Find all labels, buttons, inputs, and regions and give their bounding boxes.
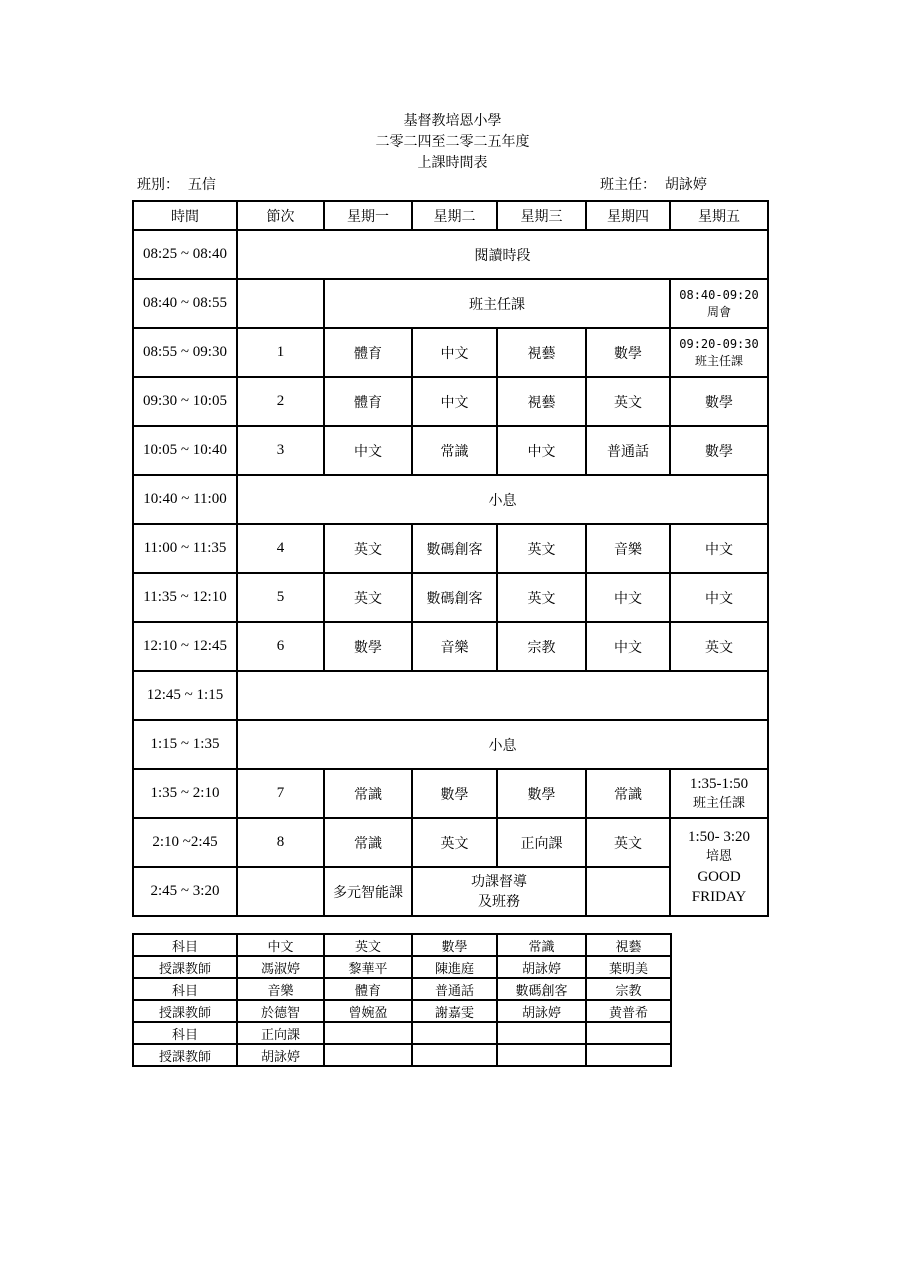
subject-cell: 中文 [670, 524, 768, 573]
table-row [133, 934, 671, 956]
subject-cell: 數學 [670, 377, 768, 426]
table-row [133, 978, 671, 1000]
subject-cell: 體育 [324, 377, 412, 426]
subject-cell: 體育 [324, 328, 412, 377]
row-label: 科目 [133, 1022, 237, 1044]
subject-cell: 英文 [497, 524, 586, 573]
table-row [133, 622, 768, 671]
table-cell: 宗教 [586, 978, 671, 1000]
table-cell: 音樂 [237, 978, 324, 1000]
table-row [133, 956, 671, 978]
school-year: 二零二四至二零二五年度 [375, 134, 530, 150]
subject-cell: 英文 [497, 573, 586, 622]
period-cell [237, 279, 324, 328]
time-cell: 10:40 ~ 11:00 [133, 475, 237, 524]
friday-activity: 班主任課 [692, 795, 745, 811]
class-teacher-period-cell: 班主任課 [324, 279, 670, 328]
friday-time: 1:35-1:50 [689, 775, 749, 792]
period-cell: 2 [237, 377, 324, 426]
subject-cell: 中文 [412, 328, 497, 377]
time-cell: 12:10 ~ 12:45 [133, 622, 237, 671]
time-cell: 2:10 ~2:45 [133, 818, 237, 867]
subject-cell: 中文 [670, 573, 768, 622]
table-row [133, 426, 768, 475]
row-label: 科目 [133, 934, 237, 956]
friday-activity: 周會 [706, 304, 731, 319]
time-cell: 11:00 ~ 11:35 [133, 524, 237, 573]
friday-time: 09:20-09:30 [679, 336, 759, 351]
timetable-header-row [133, 201, 768, 230]
subject-cell: 常識 [324, 769, 412, 818]
subject-cell: 常識 [412, 426, 497, 475]
homework-guidance-line2: 及班務 [478, 893, 520, 910]
friday-activity: 班主任課 [694, 353, 743, 368]
period-cell: 5 [237, 573, 324, 622]
school-name: 基督教培恩小學 [403, 113, 502, 129]
table-row [133, 524, 768, 573]
subject-cell: 中文 [497, 426, 586, 475]
table-cell [586, 1044, 671, 1066]
homework-guidance-cell [412, 867, 586, 916]
subject-cell: 常識 [586, 769, 670, 818]
time-cell: 08:40 ~ 08:55 [133, 279, 237, 328]
table-cell [412, 1022, 497, 1044]
table-cell: 胡詠婷 [497, 1000, 586, 1022]
subject-cell: 音樂 [586, 524, 670, 573]
period-cell [237, 867, 324, 916]
subject-cell: 多元智能課 [324, 867, 412, 916]
subject-cell: 數碼創客 [412, 573, 497, 622]
table-row [133, 671, 768, 720]
table-cell [412, 1044, 497, 1066]
subject-cell: 英文 [412, 818, 497, 867]
row-label: 科目 [133, 978, 237, 1000]
table-row [133, 279, 768, 328]
reading-session-cell: 閱讀時段 [237, 230, 768, 279]
friday-cell [670, 769, 768, 818]
subject-cell: 英文 [586, 818, 670, 867]
table-cell: 胡詠婷 [237, 1044, 324, 1066]
column-header: 節次 [237, 201, 324, 230]
class-teacher-value: 胡詠婷 [664, 177, 707, 193]
subject-cell: 數學 [670, 426, 768, 475]
table-cell: 馮淑婷 [237, 956, 324, 978]
class-info [137, 174, 216, 194]
table-cell: 陳進庭 [412, 956, 497, 978]
table-row [133, 230, 768, 279]
table-cell: 黎華平 [324, 956, 412, 978]
row-label: 授課教師 [133, 1044, 237, 1066]
row-label: 授課教師 [133, 956, 237, 978]
homework-guidance-line1: 功課督導 [471, 873, 527, 890]
column-header: 星期一 [324, 201, 412, 230]
table-cell: 數學 [412, 934, 497, 956]
table-row [133, 720, 768, 769]
time-cell: 09:30 ~ 10:05 [133, 377, 237, 426]
table-cell: 曾婉盈 [324, 1000, 412, 1022]
class-teacher-info [600, 174, 707, 194]
table-cell [586, 1022, 671, 1044]
period-cell: 7 [237, 769, 324, 818]
table-cell: 體育 [324, 978, 412, 1000]
table-cell: 葉明美 [586, 956, 671, 978]
table-row [133, 328, 768, 377]
table-cell [324, 1022, 412, 1044]
column-header: 星期二 [412, 201, 497, 230]
table-row [133, 475, 768, 524]
table-row [133, 818, 768, 867]
table-cell: 視藝 [586, 934, 671, 956]
subject-cell: 英文 [670, 622, 768, 671]
subject-cell: 視藝 [497, 328, 586, 377]
time-cell: 11:35 ~ 12:10 [133, 573, 237, 622]
friday-activity: 培恩 [705, 849, 732, 864]
class-label: 班別： [137, 177, 179, 193]
subject-cell: 數學 [412, 769, 497, 818]
table-row [133, 1022, 671, 1044]
time-cell: 10:05 ~ 10:40 [133, 426, 237, 475]
table-cell [497, 1044, 586, 1066]
column-header: 星期三 [497, 201, 586, 230]
table-cell: 黄普希 [586, 1000, 671, 1022]
friday-cell [670, 279, 768, 328]
table-row [133, 377, 768, 426]
table-row [133, 1044, 671, 1066]
table-row [133, 573, 768, 622]
time-cell: 08:25 ~ 08:40 [133, 230, 237, 279]
friday-good-friday-cell [670, 818, 768, 916]
subject-cell: 數學 [586, 328, 670, 377]
subject-cell: 音樂 [412, 622, 497, 671]
subject-cell: 中文 [324, 426, 412, 475]
friday-activity-en: GOOD FRIDAY [691, 869, 747, 905]
period-cell: 4 [237, 524, 324, 573]
table-cell: 胡詠婷 [497, 956, 586, 978]
table-row [133, 1000, 671, 1022]
time-cell: 1:15 ~ 1:35 [133, 720, 237, 769]
subject-cell: 常識 [324, 818, 412, 867]
period-cell: 1 [237, 328, 324, 377]
table-cell: 常識 [497, 934, 586, 956]
recess-cell: 小息 [237, 475, 768, 524]
friday-time: 1:50- 3:20 [687, 829, 751, 845]
recess-cell: 小息 [237, 720, 768, 769]
period-cell: 6 [237, 622, 324, 671]
class-value: 五信 [187, 177, 216, 193]
table-cell: 正向課 [237, 1022, 324, 1044]
class-teacher-label: 班主任： [600, 177, 656, 193]
subject-cell: 中文 [586, 573, 670, 622]
subject-cell: 數碼創客 [412, 524, 497, 573]
subject-cell: 中文 [412, 377, 497, 426]
subject-cell: 英文 [324, 524, 412, 573]
period-cell: 3 [237, 426, 324, 475]
friday-cell [670, 328, 768, 377]
subject-cell: 數學 [497, 769, 586, 818]
subject-cell: 數學 [324, 622, 412, 671]
table-cell: 中文 [237, 934, 324, 956]
time-cell: 2:45 ~ 3:20 [133, 867, 237, 916]
table-cell: 於德智 [237, 1000, 324, 1022]
column-header: 星期四 [586, 201, 670, 230]
friday-time: 08:40-09:20 [679, 287, 759, 302]
table-cell [497, 1022, 586, 1044]
subject-teacher-table [132, 933, 672, 1067]
subject-cell: 英文 [324, 573, 412, 622]
table-cell: 普通話 [412, 978, 497, 1000]
table-cell: 英文 [324, 934, 412, 956]
column-header: 時間 [133, 201, 237, 230]
row-label: 授課教師 [133, 1000, 237, 1022]
subject-cell [586, 867, 670, 916]
subject-cell: 英文 [586, 377, 670, 426]
subject-cell: 視藝 [497, 377, 586, 426]
time-cell: 12:45 ~ 1:15 [133, 671, 237, 720]
period-cell: 8 [237, 818, 324, 867]
subject-cell: 普通話 [586, 426, 670, 475]
subject-cell: 宗教 [497, 622, 586, 671]
subject-cell: 正向課 [497, 818, 586, 867]
time-cell: 1:35 ~ 2:10 [133, 769, 237, 818]
lunch-cell [237, 671, 768, 720]
table-cell: 謝嘉雯 [412, 1000, 497, 1022]
table-cell: 數碼創客 [497, 978, 586, 1000]
page-title: 上課時間表 [417, 155, 488, 171]
table-row [133, 769, 768, 818]
time-cell: 08:55 ~ 09:30 [133, 328, 237, 377]
column-header: 星期五 [670, 201, 768, 230]
timetable [132, 200, 769, 917]
table-cell [324, 1044, 412, 1066]
subject-cell: 中文 [586, 622, 670, 671]
